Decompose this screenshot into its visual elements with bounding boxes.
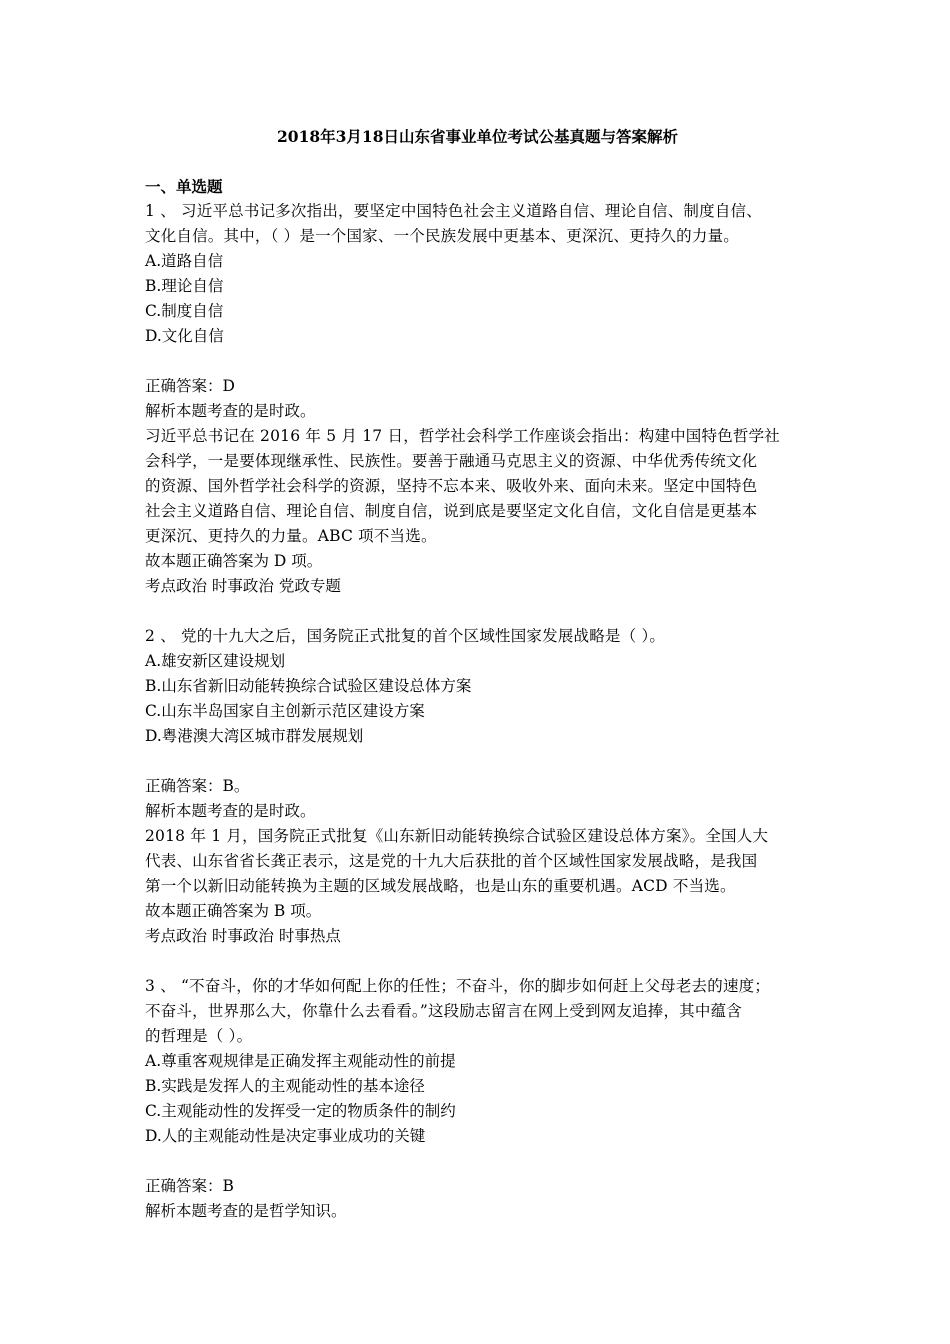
question-1 [145, 199, 810, 599]
correct-answer: 正确答案：B [145, 1177, 234, 1195]
option-c: C.制度自信 [145, 302, 224, 320]
question-text-line: 的哲理是（ ）。 [145, 1027, 253, 1045]
question-2 [145, 624, 810, 949]
analysis-line: 会科学，一是要体现继承性、民族性。要善于融通马克思主义的资源、中华优秀传统文化 [145, 452, 758, 470]
option-b: B.实践是发挥人的主观能动性的基本途径 [145, 1077, 425, 1095]
analysis-line: 习近平总书记在 2016 年 5 月 17 日，哲学社会科学工作座谈会指出：构建中国特色哲学社 [145, 427, 780, 445]
analysis-line: 代表、山东省省长龚正表示，这是党的十九大后获批的首个区域性国家发展战略，是我国 [145, 852, 758, 870]
option-c: C.山东半岛国家自主创新示范区建设方案 [145, 702, 425, 720]
option-d: D.文化自信 [145, 327, 224, 345]
analysis-line: 2018 年 1 月，国务院正式批复《山东新旧动能转换综合试验区建设总体方案》。全国人大 [145, 827, 769, 845]
analysis-intro: 解析本题考查的是时政。 [145, 402, 316, 420]
section-heading: 一、单选题 [145, 177, 223, 196]
question-text-line: 不奋斗，世界那么大，你靠什么去看看。”这段励志留言在网上受到网友追捧，其中蕴含 [145, 1002, 742, 1020]
correct-answer: 正确答案：B。 [145, 777, 250, 795]
document-page [145, 124, 810, 1224]
question-3 [145, 974, 810, 1224]
question-text-line: 3 、 “不奋斗，你的才华如何配上你的任性；不奋斗，你的脚步如何赶上父母老去的速度； [145, 977, 771, 995]
correct-answer: 正确答案：D [145, 377, 235, 395]
analysis-intro: 解析本题考查的是哲学知识。 [145, 1202, 347, 1220]
document-title: 2018年3月18日山东省事业单位考试公基真题与答案解析 [277, 127, 678, 146]
analysis-line: 更深沉、更持久的力量。ABC 项不当选。 [145, 527, 437, 545]
option-b: B.理论自信 [145, 277, 224, 295]
topic-tags: 考点政治 时事政治 时事热点 [145, 927, 341, 945]
option-d: D.粤港澳大湾区城市群发展规划 [145, 727, 364, 745]
question-text-line: 文化自信。其中，（ ）是一个国家、一个民族发展中更基本、更深沉、更持久的力量。 [145, 227, 739, 245]
question-text-line: 1 、 习近平总书记多次指出，要坚定中国特色社会主义道路自信、理论自信、制度自信、 [145, 202, 762, 220]
question-text-line: 2 、 党的十九大之后，国务院正式批复的首个区域性国家发展战略是（ ）。 [145, 627, 666, 645]
analysis-intro: 解析本题考查的是时政。 [145, 802, 316, 820]
option-a: A.尊重客观规律是正确发挥主观能动性的前提 [145, 1052, 456, 1070]
option-a: A.雄安新区建设规划 [145, 652, 286, 670]
option-b: B.山东省新旧动能转换综合试验区建设总体方案 [145, 677, 472, 695]
analysis-line: 的资源、国外哲学社会科学的资源，坚持不忘本来、吸收外来、面向未来。坚定中国特色 [145, 477, 758, 495]
option-c: C.主观能动性的发挥受一定的物质条件的制约 [145, 1102, 456, 1120]
analysis-line: 第一个以新旧动能转换为主题的区域发展战略，也是山东的重要机遇。ACD 不当选。 [145, 877, 736, 895]
option-d: D.人的主观能动性是决定事业成功的关键 [145, 1127, 426, 1145]
conclusion: 故本题正确答案为 D 项。 [145, 552, 323, 570]
option-a: A.道路自信 [145, 252, 224, 270]
conclusion: 故本题正确答案为 B 项。 [145, 902, 322, 920]
analysis-line: 社会主义道路自信、理论自信、制度自信，说到底是要坚定文化自信，文化自信是更基本 [145, 502, 758, 520]
topic-tags: 考点政治 时事政治 党政专题 [145, 577, 341, 595]
